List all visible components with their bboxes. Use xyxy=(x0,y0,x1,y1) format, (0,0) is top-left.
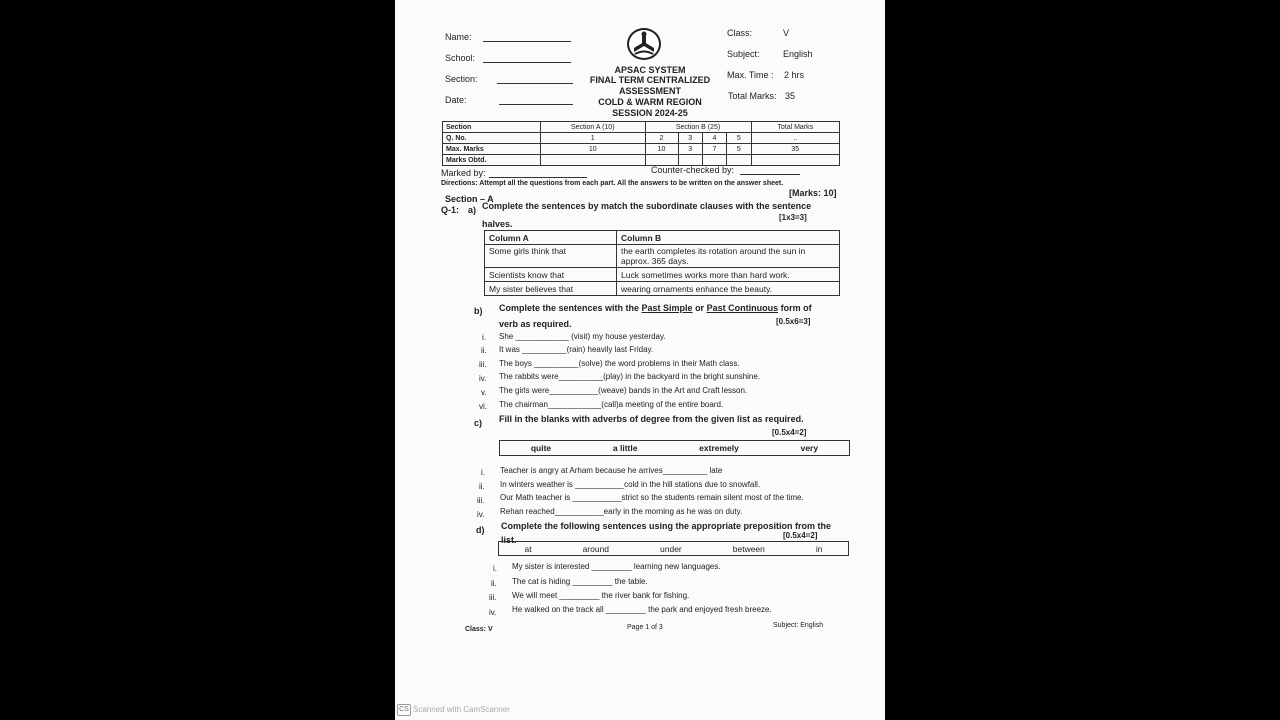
table-header-section: Section xyxy=(443,122,541,133)
qd-text: Complete the following sentences using the appropriate preposition from the xyxy=(501,521,832,531)
footer-page: Page 1 of 3 xyxy=(627,624,663,631)
option-extremely: extremely xyxy=(699,443,739,453)
qb-text-2: verb as required. xyxy=(499,319,572,329)
column-b-item: Luck sometimes works more than hard work. xyxy=(617,268,840,282)
qb-text-post: form of xyxy=(778,303,812,313)
counter-checked-label: Counter-checked by: xyxy=(651,165,735,175)
column-a-item: My sister believes that xyxy=(485,282,617,296)
subject-value: English xyxy=(783,49,813,59)
school-line xyxy=(483,62,571,63)
option-very: very xyxy=(800,443,819,453)
marked-by-label: Marked by: xyxy=(441,168,486,178)
item-number: i. xyxy=(493,564,497,573)
item-number: iii. xyxy=(479,360,487,369)
list-item: Rehan reached___________early in the morning as he was on duty. xyxy=(500,507,743,516)
option-a-little: a little xyxy=(612,443,638,453)
qc-marks: [0.5x4=2] xyxy=(772,428,807,437)
option-at: at xyxy=(524,543,532,554)
marked-by-line xyxy=(489,177,587,178)
section-a-marks: [Marks: 10] xyxy=(789,188,837,198)
date-label: Date: xyxy=(445,95,467,105)
list-item: My sister is interested _________ learning new languages. xyxy=(512,562,721,571)
table-cell: 35 xyxy=(751,144,839,155)
item-number: iv. xyxy=(477,510,485,519)
qb-marks: [0.5x6=3] xyxy=(776,317,811,326)
option-quite: quite xyxy=(530,443,552,453)
marks-table xyxy=(442,121,840,166)
adverb-options-box xyxy=(499,440,850,456)
option-in: in xyxy=(815,543,823,554)
table-header-total: Total Marks xyxy=(751,122,839,133)
camscanner-logo-icon: CS xyxy=(397,704,411,716)
qb-past-continuous: Past Continuous xyxy=(706,303,779,313)
table-cell: 10 xyxy=(541,144,646,155)
qb-past-simple: Past Simple xyxy=(641,303,693,313)
table-cell: 3 xyxy=(678,133,702,144)
list-item: The rabbits were__________(play) in the backyard in the bright sunshine. xyxy=(499,372,761,381)
footer-class: Class: V xyxy=(465,626,493,633)
qb-text-or: or xyxy=(692,303,707,313)
matching-table xyxy=(484,230,840,296)
qc-text: Fill in the blanks with adverbs of degree from the given list as required. xyxy=(499,414,804,424)
column-b-line: the earth completes its rotation around the sun in xyxy=(621,246,806,256)
qb-label: b) xyxy=(474,306,483,316)
region-title: COLD & WARM REGION xyxy=(598,97,702,107)
q1-label: Q-1: xyxy=(441,205,459,215)
table-cell: 1 xyxy=(541,133,646,144)
item-number: i. xyxy=(481,468,485,477)
list-item: The boys __________(solve) the word problems in their Math class. xyxy=(499,359,740,368)
list-item: We will meet _________ the river bank for fishing. xyxy=(512,591,690,600)
list-item: Our Math teacher is ___________strict so the students remain silent most of the time. xyxy=(500,493,804,502)
table-cell: .. xyxy=(751,133,839,144)
list-item: He walked on the track all _________ the park and enjoyed fresh breeze. xyxy=(512,605,772,614)
list-item: The girls were___________(weave) bands in the Art and Craft lesson. xyxy=(499,386,748,395)
watermark-text: Scanned with CamScanner xyxy=(413,705,510,714)
max-marks-label: Max. Marks xyxy=(443,144,541,155)
option-under: under xyxy=(660,543,682,554)
column-b-item xyxy=(617,245,840,268)
name-label: Name: xyxy=(445,32,472,42)
marks-label: Total Marks: xyxy=(728,91,777,101)
item-number: iii. xyxy=(477,496,485,505)
section-label: Section: xyxy=(445,74,478,84)
item-number: ii. xyxy=(479,482,485,491)
session-title: SESSION 2024-25 xyxy=(612,108,688,118)
qc-label: c) xyxy=(474,418,483,428)
qa-text: Complete the sentences by match the subordinate clauses with the sentence xyxy=(482,201,812,211)
table-header-section-a: Section A (10) xyxy=(541,122,646,133)
marks-value: 35 xyxy=(785,91,796,101)
table-cell: 4 xyxy=(702,133,726,144)
table-cell: 5 xyxy=(727,144,751,155)
directions-text: Directions: Attempt all the questions from each part. All the answers to be written on the answer sheet. xyxy=(441,180,784,187)
exam-title: FINAL TERM CENTRALIZED xyxy=(589,75,711,85)
org-title: APSAC SYSTEM xyxy=(614,65,686,75)
item-number: iv. xyxy=(489,608,497,617)
qd-text-2: list. xyxy=(501,535,517,545)
section-line xyxy=(497,83,573,84)
name-line xyxy=(483,41,571,42)
table-cell: 5 xyxy=(727,133,751,144)
qb-text-pre: Complete the sentences with the xyxy=(499,303,642,313)
school-label: School: xyxy=(445,53,476,63)
table-header-section-b: Section B (25) xyxy=(645,122,751,133)
table-cell: 7 xyxy=(702,144,726,155)
item-number: ii. xyxy=(491,579,497,588)
column-b-item: wearing ornaments enhance the beauty. xyxy=(617,282,840,296)
item-number: iii. xyxy=(489,593,497,602)
class-value: V xyxy=(783,28,790,38)
table-cell: 2 xyxy=(645,133,678,144)
list-item: The chairman____________(call)a meeting of the entire board. xyxy=(499,400,724,409)
exam-title-2: ASSESSMENT xyxy=(618,86,681,96)
qd-label: d) xyxy=(476,525,485,535)
item-number: ii. xyxy=(481,346,487,355)
option-between: between xyxy=(732,543,765,554)
list-item: She ____________ (visit) my house yesterday. xyxy=(499,332,666,341)
qa-label: a) xyxy=(468,205,477,215)
table-cell: 10 xyxy=(645,144,678,155)
list-item: The cat is hiding _________ the table. xyxy=(512,577,648,586)
list-item: In winters weather is ___________cold in the hill stations due to snowfall. xyxy=(500,480,761,489)
qa-marks: [1x3=3] xyxy=(779,213,807,222)
marks-obtained-label: Marks Obtd. xyxy=(443,155,541,166)
preposition-options-box xyxy=(498,541,849,556)
list-item: Teacher is angry at Arham because he arrives__________ late xyxy=(500,466,723,475)
qb-text xyxy=(499,303,812,313)
list-item: It was __________(rain) heavily last Friday. xyxy=(499,345,654,354)
subject-label: Subject: xyxy=(727,49,760,59)
time-value: 2 hrs xyxy=(784,70,805,80)
item-number: v. xyxy=(481,388,487,397)
column-b-header: Column B xyxy=(617,231,840,245)
column-b-line: approx. 365 days. xyxy=(621,256,689,266)
column-a-header: Column A xyxy=(485,231,617,245)
table-cell: 3 xyxy=(678,144,702,155)
section-a-title: Section – A xyxy=(445,194,494,204)
date-line xyxy=(499,104,573,105)
option-around: around xyxy=(582,543,610,554)
class-label: Class: xyxy=(727,28,753,38)
qd-marks: [0.5x4=2] xyxy=(783,531,818,540)
counter-checked-line xyxy=(740,174,800,175)
item-number: vi. xyxy=(479,402,487,411)
time-label: Max. Time : xyxy=(727,70,774,80)
school-logo-icon xyxy=(627,28,661,60)
qno-label: Q. No. xyxy=(443,133,541,144)
exam-page xyxy=(395,0,885,720)
qa-text-2: halves. xyxy=(482,219,513,229)
column-a-item: Scientists know that xyxy=(485,268,617,282)
item-number: i. xyxy=(482,333,486,342)
footer-subject: Subject: English xyxy=(773,622,824,629)
column-a-item: Some girls think that xyxy=(485,245,617,268)
item-number: iv. xyxy=(479,374,487,383)
